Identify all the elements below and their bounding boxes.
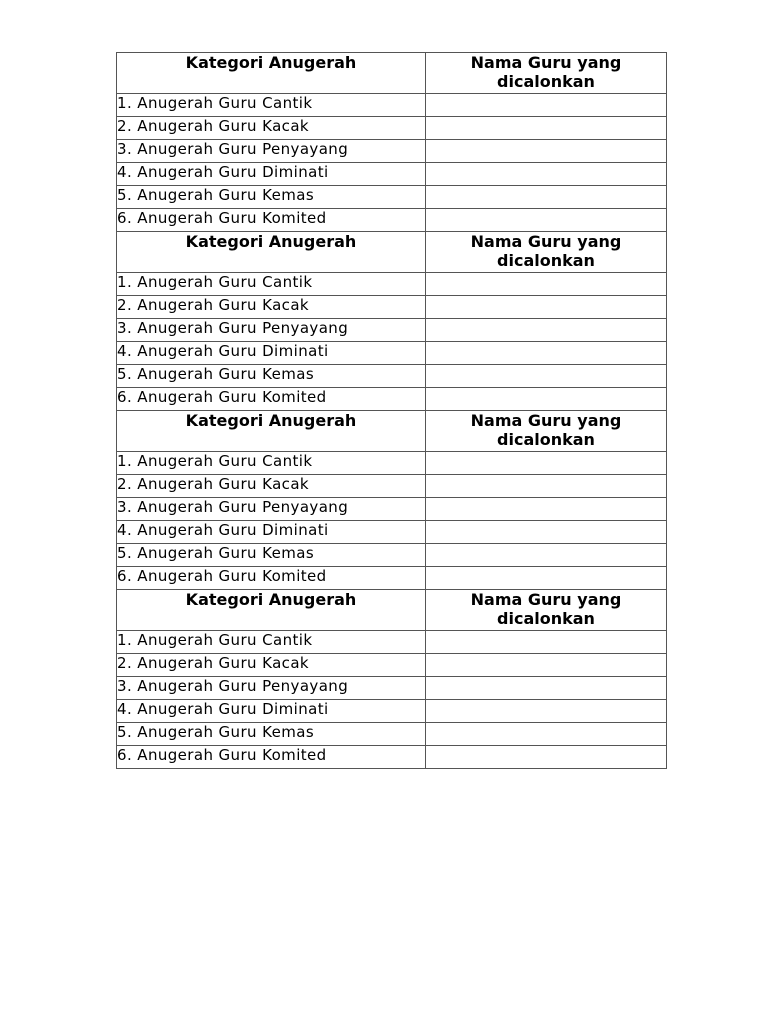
table-row — [117, 631, 667, 654]
award-category-cell: 1. Anugerah Guru Cantik — [117, 452, 426, 475]
nominee-column-header — [426, 590, 667, 631]
nominee-name-cell[interactable] — [426, 163, 667, 186]
nominee-header-line-1: Nama Guru yang — [470, 232, 622, 251]
nominee-name-cell[interactable] — [426, 746, 667, 769]
category-column-header: Kategori Anugerah — [117, 590, 426, 631]
nominee-name-cell[interactable] — [426, 117, 667, 140]
nominee-name-cell[interactable] — [426, 342, 667, 365]
award-category-cell: 1. Anugerah Guru Cantik — [117, 273, 426, 296]
award-category-cell: 2. Anugerah Guru Kacak — [117, 296, 426, 319]
nominee-name-cell[interactable] — [426, 452, 667, 475]
table-row — [117, 544, 667, 567]
nominee-name-cell[interactable] — [426, 296, 667, 319]
nominee-header-line-2: dicalonkan — [497, 72, 595, 91]
nominee-column-header — [426, 232, 667, 273]
award-category-cell: 3. Anugerah Guru Penyayang — [117, 498, 426, 521]
table-row — [117, 140, 667, 163]
award-category-cell: 2. Anugerah Guru Kacak — [117, 117, 426, 140]
table-row — [117, 117, 667, 140]
nominee-name-cell[interactable] — [426, 273, 667, 296]
table-row — [117, 567, 667, 590]
award-category-cell: 3. Anugerah Guru Penyayang — [117, 140, 426, 163]
award-category-cell: 5. Anugerah Guru Kemas — [117, 186, 426, 209]
table-row — [117, 452, 667, 475]
award-category-cell: 5. Anugerah Guru Kemas — [117, 544, 426, 567]
award-nomination-table — [116, 589, 667, 769]
nominee-name-cell[interactable] — [426, 475, 667, 498]
table-row — [117, 723, 667, 746]
table-header-row — [117, 53, 667, 94]
nominee-name-cell[interactable] — [426, 186, 667, 209]
award-category-cell: 6. Anugerah Guru Komited — [117, 746, 426, 769]
nominee-name-cell[interactable] — [426, 388, 667, 411]
award-nomination-table — [116, 231, 667, 411]
award-category-cell: 6. Anugerah Guru Komited — [117, 567, 426, 590]
category-column-header: Kategori Anugerah — [117, 411, 426, 452]
table-row — [117, 677, 667, 700]
award-category-cell: 6. Anugerah Guru Komited — [117, 388, 426, 411]
award-category-cell: 2. Anugerah Guru Kacak — [117, 475, 426, 498]
award-category-cell: 1. Anugerah Guru Cantik — [117, 94, 426, 117]
table-row — [117, 365, 667, 388]
award-nomination-table — [116, 52, 667, 232]
table-row — [117, 654, 667, 677]
nominee-name-cell[interactable] — [426, 140, 667, 163]
table-row — [117, 498, 667, 521]
category-column-header: Kategori Anugerah — [117, 53, 426, 94]
category-column-header: Kategori Anugerah — [117, 232, 426, 273]
nominee-name-cell[interactable] — [426, 498, 667, 521]
award-nomination-tables — [116, 52, 666, 769]
award-category-cell: 4. Anugerah Guru Diminati — [117, 700, 426, 723]
table-row — [117, 342, 667, 365]
table-row — [117, 186, 667, 209]
nominee-name-cell[interactable] — [426, 209, 667, 232]
award-category-cell: 2. Anugerah Guru Kacak — [117, 654, 426, 677]
award-category-cell: 4. Anugerah Guru Diminati — [117, 342, 426, 365]
award-category-cell: 3. Anugerah Guru Penyayang — [117, 677, 426, 700]
nominee-name-cell[interactable] — [426, 365, 667, 388]
nominee-header-line-1: Nama Guru yang — [470, 590, 622, 609]
award-category-cell: 6. Anugerah Guru Komited — [117, 209, 426, 232]
table-header-row — [117, 590, 667, 631]
nominee-name-cell[interactable] — [426, 521, 667, 544]
award-category-cell: 5. Anugerah Guru Kemas — [117, 365, 426, 388]
award-category-cell: 4. Anugerah Guru Diminati — [117, 521, 426, 544]
table-row — [117, 163, 667, 186]
nominee-header-line-2: dicalonkan — [497, 251, 595, 270]
table-row — [117, 273, 667, 296]
award-category-cell: 1. Anugerah Guru Cantik — [117, 631, 426, 654]
nominee-column-header — [426, 411, 667, 452]
award-category-cell: 4. Anugerah Guru Diminati — [117, 163, 426, 186]
table-row — [117, 388, 667, 411]
table-row — [117, 319, 667, 342]
award-nomination-table — [116, 410, 667, 590]
table-row — [117, 475, 667, 498]
nominee-name-cell[interactable] — [426, 631, 667, 654]
table-header-row — [117, 232, 667, 273]
nominee-header-line-2: dicalonkan — [497, 430, 595, 449]
nominee-name-cell[interactable] — [426, 654, 667, 677]
nominee-name-cell[interactable] — [426, 319, 667, 342]
nominee-name-cell[interactable] — [426, 700, 667, 723]
award-category-cell: 5. Anugerah Guru Kemas — [117, 723, 426, 746]
award-category-cell: 3. Anugerah Guru Penyayang — [117, 319, 426, 342]
nominee-column-header — [426, 53, 667, 94]
table-row — [117, 209, 667, 232]
table-row — [117, 521, 667, 544]
table-row — [117, 700, 667, 723]
nominee-header-line-1: Nama Guru yang — [470, 53, 622, 72]
nominee-name-cell[interactable] — [426, 567, 667, 590]
table-row — [117, 746, 667, 769]
nominee-name-cell[interactable] — [426, 94, 667, 117]
nominee-name-cell[interactable] — [426, 723, 667, 746]
table-header-row — [117, 411, 667, 452]
nominee-name-cell[interactable] — [426, 677, 667, 700]
nominee-header-line-1: Nama Guru yang — [470, 411, 622, 430]
table-row — [117, 94, 667, 117]
nominee-header-line-2: dicalonkan — [497, 609, 595, 628]
table-row — [117, 296, 667, 319]
nominee-name-cell[interactable] — [426, 544, 667, 567]
